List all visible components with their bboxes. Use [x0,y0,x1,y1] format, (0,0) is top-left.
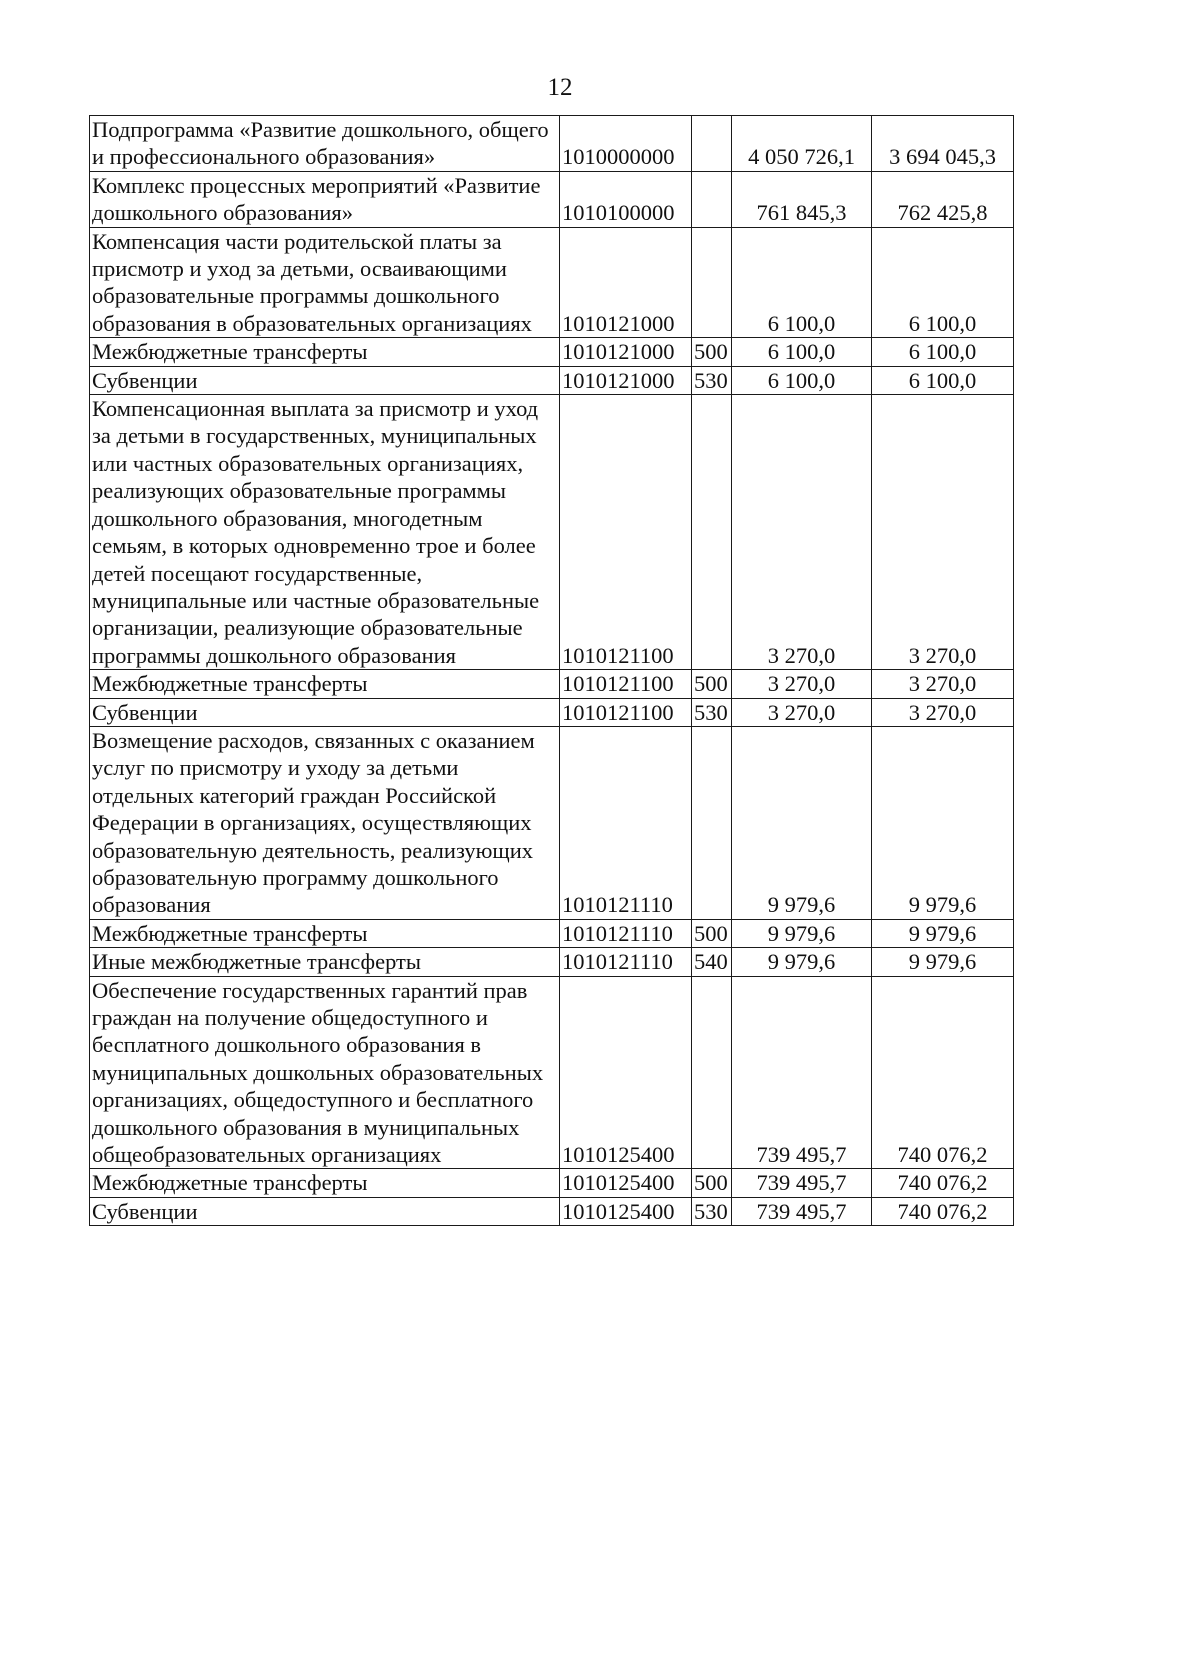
expense-type-cell [692,976,732,1169]
expense-name-cell: Субвенции [90,698,560,726]
target-code-cell: 1010100000 [560,171,692,227]
amount-year1-cell: 9 979,6 [732,726,872,919]
table-row [90,395,1014,670]
amount-year2-cell: 9 979,6 [872,919,1014,947]
amount-year2-cell: 6 100,0 [872,227,1014,338]
expense-name-cell: Подпрограмма «Развитие дошкольного, общего и профессионального образования» [90,116,560,172]
budget-table-body [90,116,1014,1226]
amount-year2-cell: 6 100,0 [872,338,1014,366]
expense-type-cell: 500 [692,919,732,947]
target-code-cell: 1010121110 [560,726,692,919]
amount-year2-cell: 3 270,0 [872,698,1014,726]
amount-year1-cell: 739 495,7 [732,1169,872,1197]
expense-type-cell [692,171,732,227]
amount-year1-cell: 9 979,6 [732,919,872,947]
target-code-cell: 1010121000 [560,338,692,366]
amount-year2-cell: 9 979,6 [872,726,1014,919]
expense-name-cell: Субвенции [90,366,560,394]
expense-name-cell: Возмещение расходов, связанных с оказанием услуг по присмотру и уходу за детьми отдельных категорий граждан Российской Федерации в организациях, осуществляющих образовательную деятельность, реализующих образовательную программу дошкольного образования [90,726,560,919]
expense-type-cell [692,227,732,338]
expense-type-cell [692,395,732,670]
expense-type-cell [692,116,732,172]
expense-name-cell: Компенсационная выплата за присмотр и уход за детьми в государственных, муниципальных или частных образовательных организациях, реализующих образовательные программы дошкольного образования, многодетным семьям, в которых одновременно трое и более детей посещают государственные, муниципальные или частные образовательные организации, реализующие образовательные программы дошкольного образования [90,395,560,670]
amount-year2-cell: 762 425,8 [872,171,1014,227]
target-code-cell: 1010121100 [560,670,692,698]
table-row [90,366,1014,394]
target-code-cell: 1010125400 [560,976,692,1169]
target-code-cell: 1010121110 [560,948,692,976]
target-code-cell: 1010000000 [560,116,692,172]
amount-year1-cell: 739 495,7 [732,976,872,1169]
expense-name-cell: Межбюджетные трансферты [90,338,560,366]
expense-name-cell: Субвенции [90,1197,560,1225]
target-code-cell: 1010121100 [560,395,692,670]
amount-year1-cell: 9 979,6 [732,948,872,976]
expense-type-cell: 500 [692,670,732,698]
amount-year2-cell: 740 076,2 [872,1197,1014,1225]
table-row [90,171,1014,227]
expense-type-cell: 530 [692,366,732,394]
table-row [90,1197,1014,1225]
table-row [90,948,1014,976]
table-row [90,919,1014,947]
table-row [90,1169,1014,1197]
target-code-cell: 1010125400 [560,1197,692,1225]
expense-type-cell: 500 [692,338,732,366]
table-row [90,726,1014,919]
amount-year1-cell: 6 100,0 [732,366,872,394]
expense-type-cell: 530 [692,1197,732,1225]
table-row [90,227,1014,338]
amount-year1-cell: 4 050 726,1 [732,116,872,172]
table-row [90,698,1014,726]
expense-name-cell: Комплекс процессных мероприятий «Развитие дошкольного образования» [90,171,560,227]
amount-year1-cell: 3 270,0 [732,395,872,670]
expense-name-cell: Межбюджетные трансферты [90,1169,560,1197]
budget-table [89,115,1014,1226]
amount-year1-cell: 739 495,7 [732,1197,872,1225]
target-code-cell: 1010121000 [560,227,692,338]
table-row [90,670,1014,698]
amount-year2-cell: 3 694 045,3 [872,116,1014,172]
expense-name-cell: Межбюджетные трансферты [90,919,560,947]
amount-year1-cell: 6 100,0 [732,338,872,366]
amount-year1-cell: 3 270,0 [732,670,872,698]
expense-type-cell [692,726,732,919]
amount-year2-cell: 3 270,0 [872,395,1014,670]
target-code-cell: 1010121110 [560,919,692,947]
expense-type-cell: 540 [692,948,732,976]
amount-year2-cell: 740 076,2 [872,1169,1014,1197]
target-code-cell: 1010125400 [560,1169,692,1197]
target-code-cell: 1010121000 [560,366,692,394]
amount-year2-cell: 9 979,6 [872,948,1014,976]
amount-year2-cell: 740 076,2 [872,976,1014,1169]
expense-name-cell: Межбюджетные трансферты [90,670,560,698]
target-code-cell: 1010121100 [560,698,692,726]
amount-year2-cell: 3 270,0 [872,670,1014,698]
amount-year2-cell: 6 100,0 [872,366,1014,394]
expense-name-cell: Обеспечение государственных гарантий прав граждан на получение общедоступного и бесплатного дошкольного образования в муниципальных дошкольных образовательных организациях, общедоступного и бесплатного дошкольного образования в муниципальных общеобразовательных организациях [90,976,560,1169]
expense-type-cell: 500 [692,1169,732,1197]
expense-type-cell: 530 [692,698,732,726]
amount-year1-cell: 6 100,0 [732,227,872,338]
expense-name-cell: Компенсация части родительской платы за присмотр и уход за детьми, осваивающими образовательные программы дошкольного образования в образовательных организациях [90,227,560,338]
expense-name-cell: Иные межбюджетные трансферты [90,948,560,976]
amount-year1-cell: 761 845,3 [732,171,872,227]
page-number: 12 [547,74,573,101]
table-row [90,976,1014,1169]
table-row [90,116,1014,172]
amount-year1-cell: 3 270,0 [732,698,872,726]
table-row [90,338,1014,366]
